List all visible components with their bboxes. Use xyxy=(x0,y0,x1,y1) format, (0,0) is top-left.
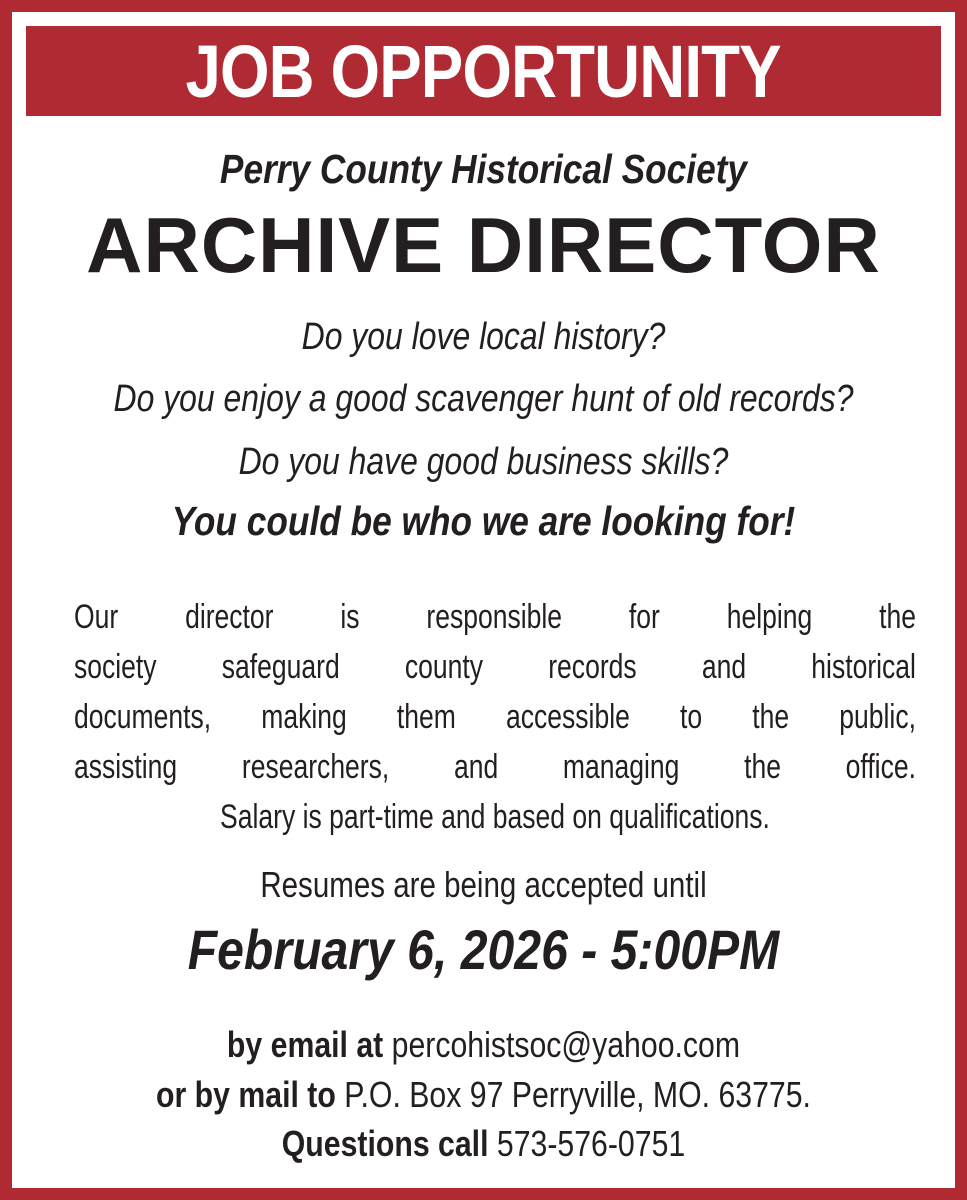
email-address[interactable]: percohistsoc@yahoo.com xyxy=(391,1024,741,1065)
contact-mail-line xyxy=(113,1074,855,1116)
deadline-intro: Resumes are being accepted until xyxy=(260,864,707,905)
contact-email-line xyxy=(113,1024,855,1066)
header-banner xyxy=(26,26,941,116)
description-line: assisting researchers, and managing the office. xyxy=(74,748,916,786)
description-line: society safeguard county records and historical xyxy=(74,648,916,686)
contact-phone-line xyxy=(113,1123,855,1165)
question-1: Do you love local history? xyxy=(301,316,666,358)
question-3: Do you have good business skills? xyxy=(238,441,729,483)
position-title: ARCHIVE DIRECTOR xyxy=(86,201,881,289)
tagline: You could be who we are looking for! xyxy=(171,498,796,544)
organization-name: Perry County Historical Society xyxy=(219,146,748,192)
mail-address: P.O. Box 97 Perryville, MO. 63775. xyxy=(344,1074,811,1115)
phone-label: Questions call xyxy=(281,1123,489,1164)
deadline-date: February 6, 2026 - 5:00PM xyxy=(187,918,780,981)
mail-label: or by mail to xyxy=(156,1074,336,1115)
phone-number[interactable]: 573-576-0751 xyxy=(496,1123,686,1164)
description-line: Our director is responsible for helping the xyxy=(74,598,916,636)
description-line: documents, making them accessible to the public, xyxy=(74,698,916,736)
description-line: Salary is part-time and based on qualifications. xyxy=(220,798,770,836)
email-label: by email at xyxy=(226,1024,384,1065)
header-title: JOB OPPORTUNITY xyxy=(185,29,782,113)
question-2: Do you enjoy a good scavenger hunt of old records? xyxy=(113,378,854,420)
job-description xyxy=(74,592,916,842)
